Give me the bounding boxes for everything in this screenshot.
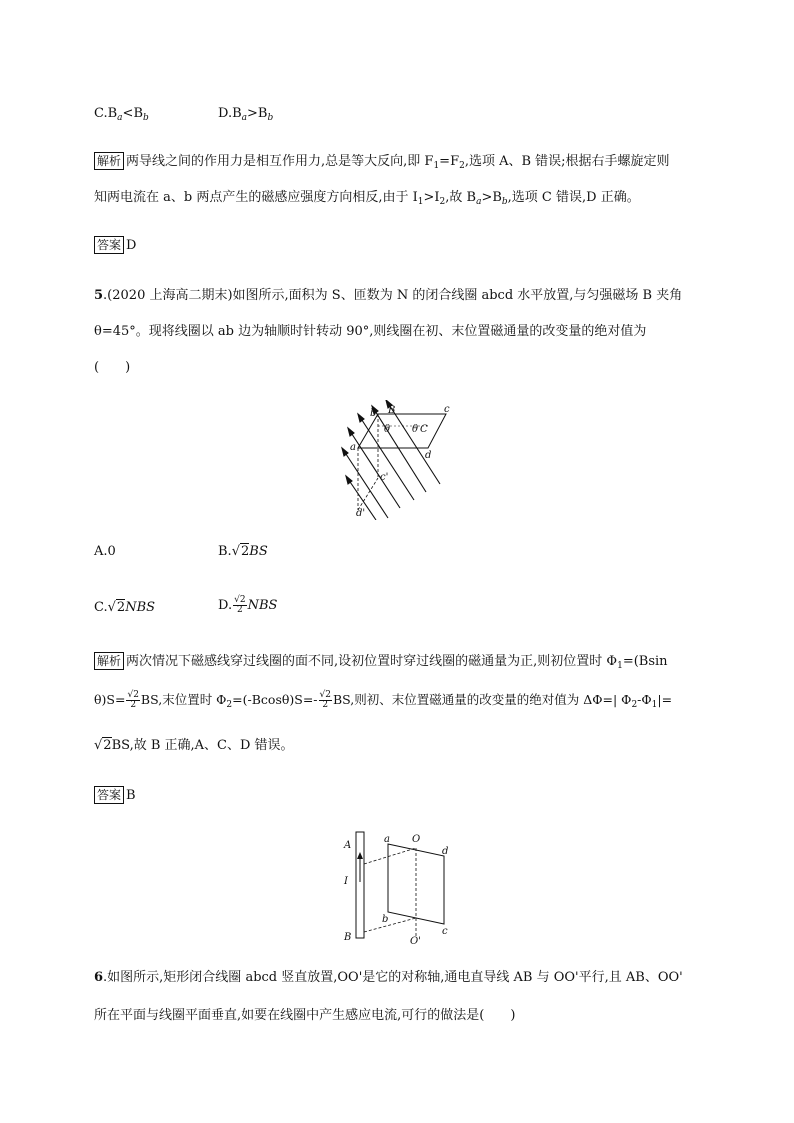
q6-stem-line1: 6.如图所示,矩形闭合线圈 abcd 竖直放置,OO'是它的对称轴,通电直导线 AB 与 OO'平行,且 AB、OO' xyxy=(94,970,683,985)
label-theta1: θ xyxy=(384,424,391,435)
q5-analysis-line2: θ)S= $\frac{√2}{2}$ BS,末位置时 $\Phi_2=(-Bcos\theta)S=-$ $\frac{√2}{2}$ BS,则初、末位置磁通量的改变量的绝对值为 ΔΦ=| $\Phi_2-\Phi_1|=$ xyxy=(94,690,673,710)
answer-tag: 答案 xyxy=(94,236,124,254)
label-a: a xyxy=(384,834,390,845)
q5-analysis-line1: 解析 两次情况下磁感线穿过线圈的面不同,设初位置时穿过线圈的磁通量为正,则初位置时 $\Phi_1=(Bsin$ xyxy=(94,652,668,676)
label-d: d xyxy=(442,846,449,857)
answer-tag: 答案 xyxy=(94,786,124,804)
label-c: c xyxy=(442,926,448,937)
label-O: O xyxy=(412,834,421,845)
wire-and-coil-figure xyxy=(336,826,466,946)
q5-option-b: B.√2BS xyxy=(218,544,268,559)
label-A: A xyxy=(344,840,352,851)
q4-analysis-line1: 解析 两导线之间的作用力是相互作用力,总是等大反向,即 $F_1=F_2$,选项 A、B 错误;根据右手螺旋定则 xyxy=(94,152,670,176)
label-C: C xyxy=(420,424,428,435)
label-a: a xyxy=(350,442,356,453)
q5-option-c: C.√2NBS xyxy=(94,600,156,615)
q4-option-d: $D.B_a>B_b$ xyxy=(218,106,274,123)
label-c: c xyxy=(444,404,450,415)
q6-stem-line2: 所在平面与线圈平面垂直,如要在线圈中产生感应电流,可行的做法是( ) xyxy=(94,1008,516,1023)
q5-answer: 答案 B xyxy=(94,786,136,806)
q4-answer: 答案 D xyxy=(94,236,136,256)
label-b: b xyxy=(382,914,389,925)
label-I: I xyxy=(344,876,348,887)
q5-stem-line1: 5.(2020 上海高二期末)如图所示,面积为 S、匝数为 N 的闭合线圈 abcd 水平放置,与匀强磁场 B 夹角 xyxy=(94,288,683,303)
label-d: d xyxy=(425,450,432,461)
coil-magnetic-field-figure xyxy=(330,400,490,520)
analysis-tag: 解析 xyxy=(94,652,124,670)
label-B: B xyxy=(344,932,352,943)
q4-option-c: $C.B_a<B_b$ xyxy=(94,106,149,123)
q5-stem-line3: ( ) xyxy=(94,360,131,375)
q4-analysis-line2: 知两电流在 a、b 两点产生的磁感应强度方向相反,由于 $I_1>I_2$,故 $B_a>B_b$,选项 C 错误,D 正确。 xyxy=(94,190,640,207)
q5-option-a: A.0 xyxy=(94,544,116,559)
label-O-prime: O' xyxy=(410,936,421,946)
label-d-prime: d' xyxy=(356,508,366,519)
q5-stem-line2: θ=45°。现将线圈以 ab 边为轴顺时针转动 90°,则线圈在初、末位置磁通量的改变量的绝对值为 xyxy=(94,324,647,339)
q5-option-d: D. $\frac{√2}{2}$ NBS xyxy=(218,595,278,615)
label-c-prime: c' xyxy=(380,472,389,483)
analysis-tag: 解析 xyxy=(94,152,124,170)
label-B: B xyxy=(388,405,396,416)
label-b: b xyxy=(370,408,377,419)
label-theta2: θ xyxy=(412,424,419,435)
q5-analysis-line3: √2BS,故 B 正确,A、C、D 错误。 xyxy=(94,738,294,753)
